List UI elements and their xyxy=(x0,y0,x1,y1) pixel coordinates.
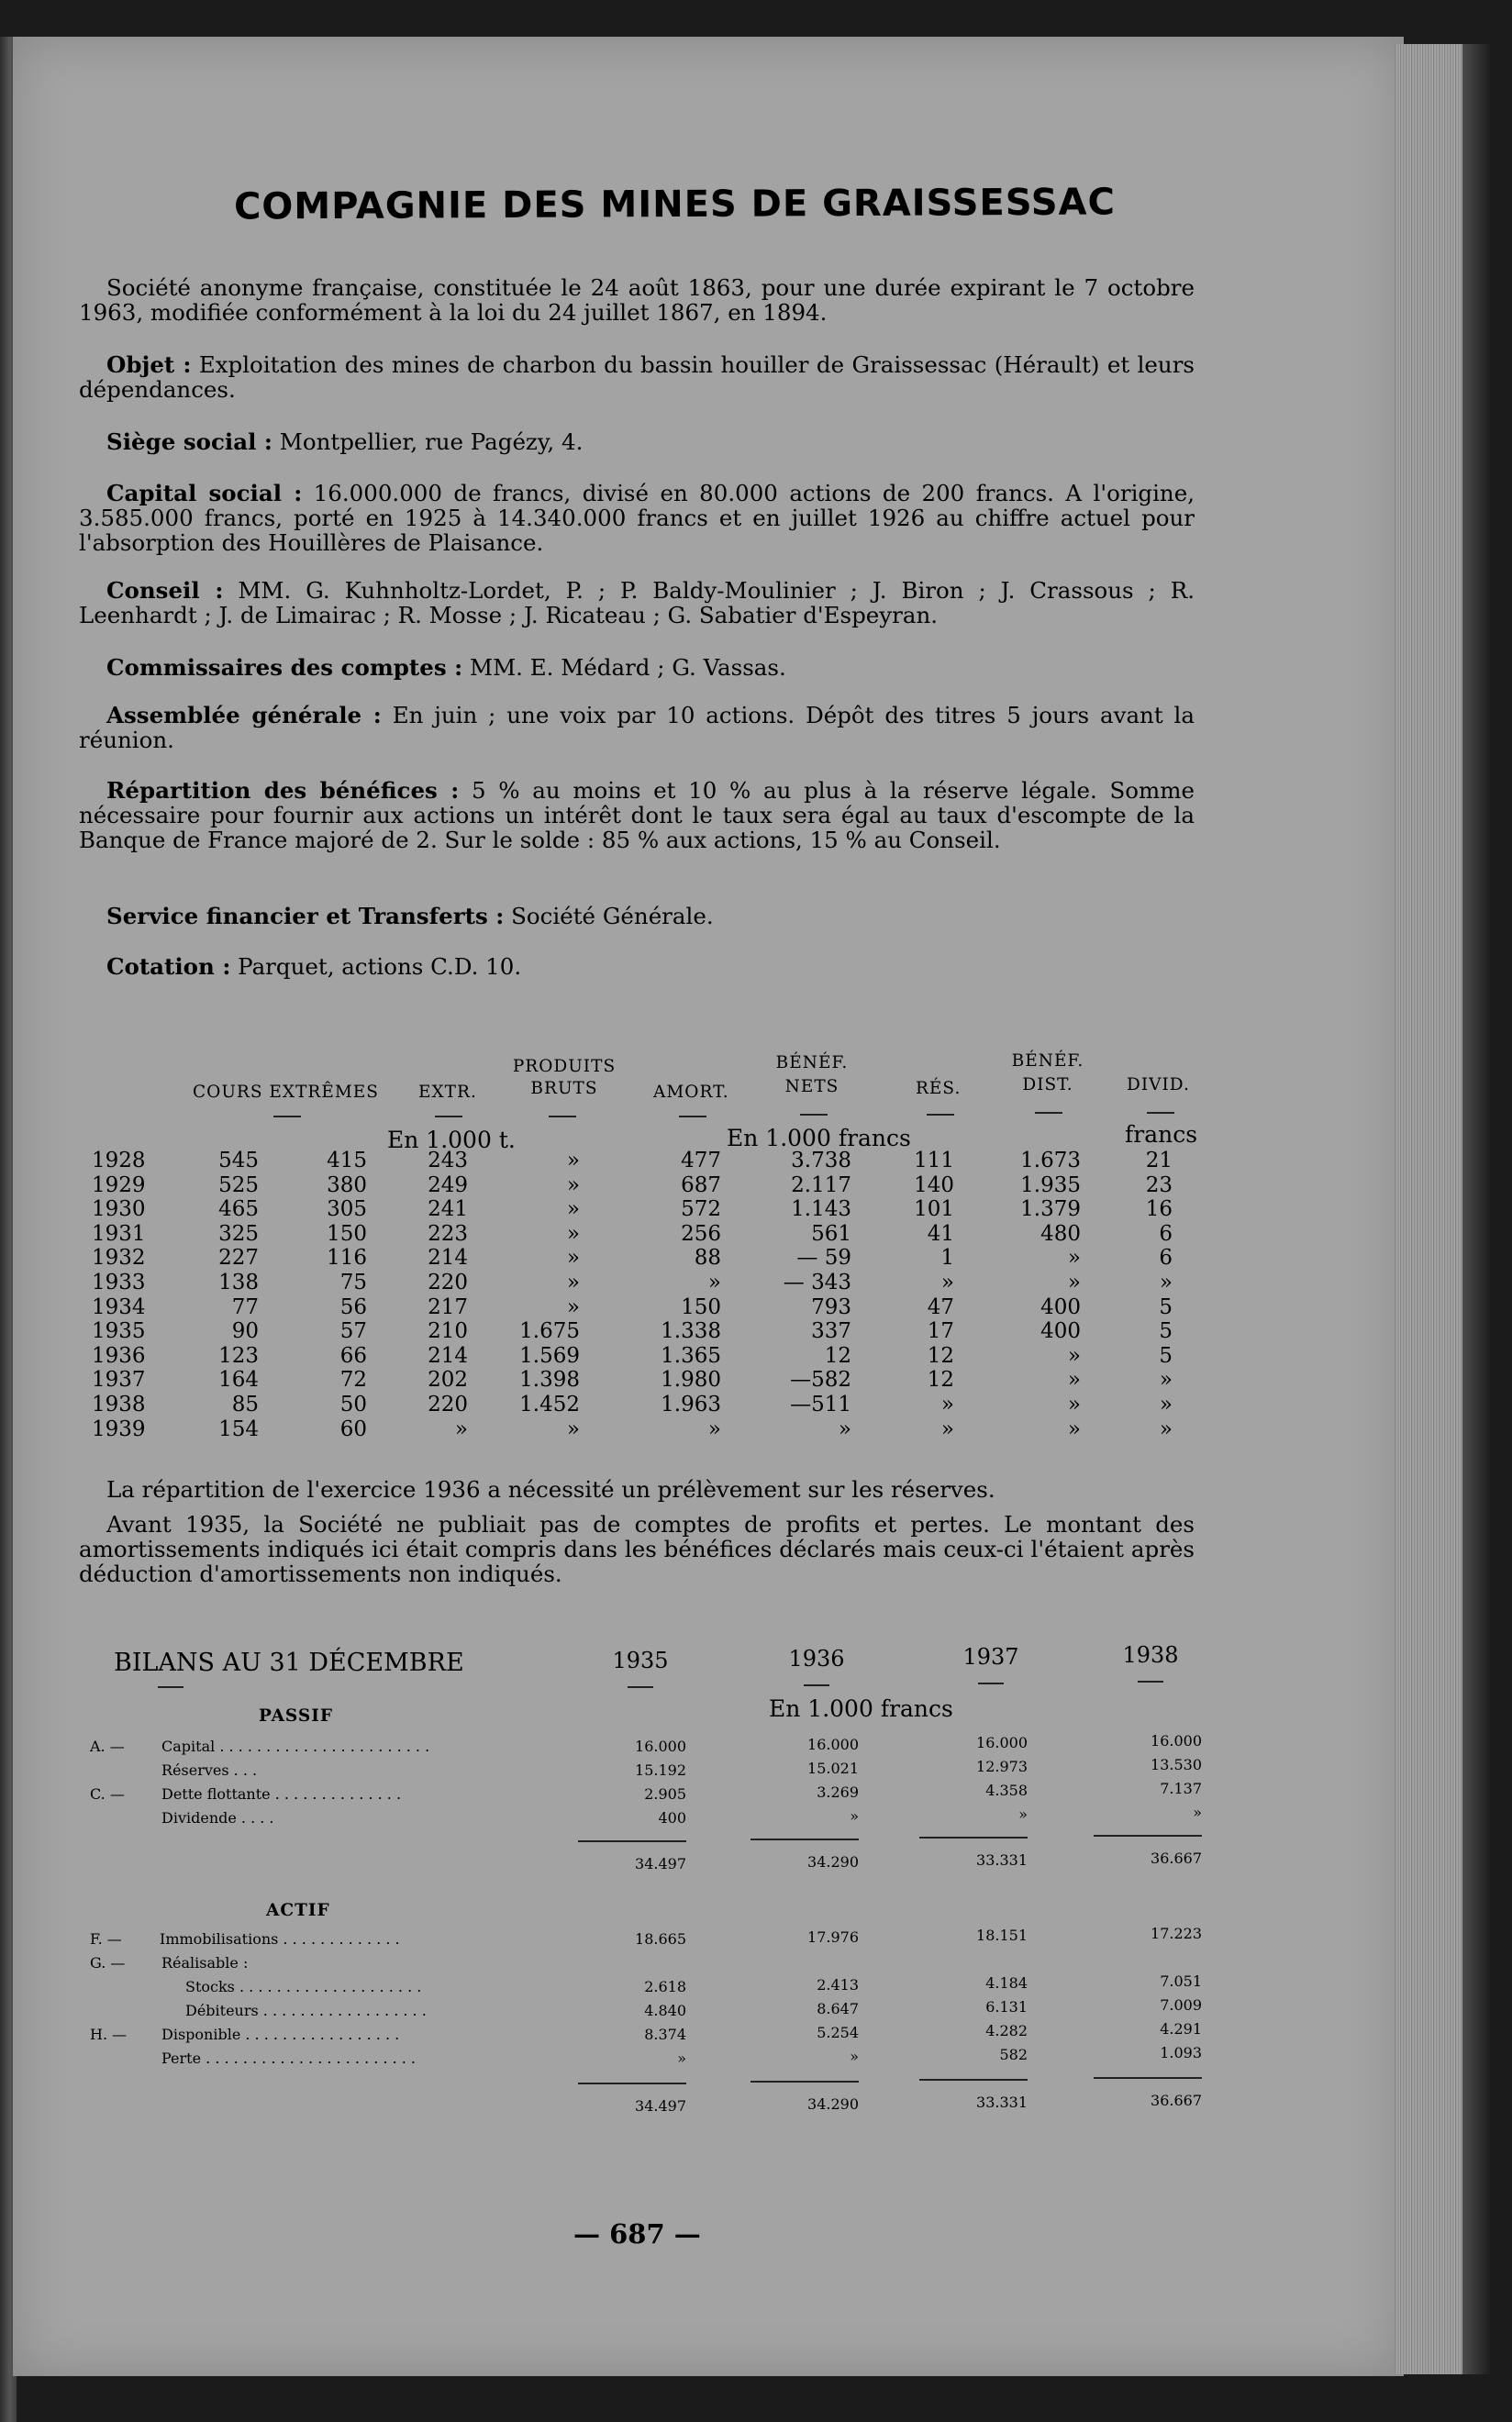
table-cell: » xyxy=(940,1271,954,1294)
bilan-value: 12.973 xyxy=(976,1758,1028,1775)
table-cell: —582 xyxy=(790,1368,851,1393)
bilan-value: 1.093 xyxy=(1160,2044,1202,2061)
table-cell: 214 xyxy=(428,1246,468,1271)
table-cell: » xyxy=(566,1417,580,1441)
table-cell: 111 xyxy=(914,1149,954,1172)
table-cell: 480 xyxy=(1040,1221,1081,1246)
paragraph-intro: Société anonyme française, constituée le 24 août 1863, pour une durée expirant le 7 octobre 1963, modifiée conformément à la loi du 24 juillet 1867, en 1894. xyxy=(79,274,1195,326)
table-cell: 150 xyxy=(327,1221,367,1246)
table-cell: 41 xyxy=(927,1221,954,1246)
bilan-total: 33.331 xyxy=(976,1851,1028,1869)
table-cell: 23 xyxy=(1145,1172,1173,1197)
actif-heading: ACTIF xyxy=(266,1901,330,1920)
table-cell: » xyxy=(1067,1271,1081,1294)
header-cours: COURS EXTRÊMES xyxy=(193,1083,379,1102)
leader-dots: . . . . . . . . . . . . . . xyxy=(270,1785,402,1803)
bilan-row-label: Perte . . . . . . . . . . . . . . . . . . . . . . . xyxy=(161,2050,417,2067)
header-produits-1: PRODUITS xyxy=(512,1057,617,1076)
bilan-row-letter: F. — xyxy=(90,1930,122,1948)
table-cell: » xyxy=(940,1393,954,1417)
table-cell: 415 xyxy=(327,1149,367,1172)
bilan-value: 18.665 xyxy=(635,1930,686,1948)
table-cell: » xyxy=(1159,1393,1173,1417)
bilan-total: 36.667 xyxy=(1151,2092,1202,2109)
header-amort: AMORT. xyxy=(653,1083,729,1102)
header-rule xyxy=(273,1116,301,1117)
header-dist: DIST. xyxy=(1022,1075,1073,1094)
table-cell: 220 xyxy=(428,1271,468,1294)
table-cell: 140 xyxy=(914,1172,954,1197)
bilan-value: 8.374 xyxy=(644,2026,686,2043)
leader-dots: . . . . xyxy=(236,1809,274,1827)
table-cell: 687 xyxy=(681,1172,721,1197)
label-capital: Capital social : xyxy=(106,480,303,506)
table-cell: 47 xyxy=(927,1294,954,1319)
bilan-total: 36.667 xyxy=(1151,1850,1202,1867)
bilan-value: 2.413 xyxy=(817,1976,859,1994)
label-objet: Objet : xyxy=(106,351,192,378)
table-cell: 1.935 xyxy=(1020,1172,1081,1197)
table-cell: 561 xyxy=(811,1221,851,1246)
bilan-row-letter: C. — xyxy=(90,1785,125,1803)
table-cell: 337 xyxy=(811,1319,851,1344)
table-cell: 2.117 xyxy=(791,1172,851,1197)
table-cell: 150 xyxy=(681,1294,721,1319)
row-year: 1930 xyxy=(92,1197,146,1222)
table-cell: 1.980 xyxy=(661,1368,721,1393)
bilan-value: 2.905 xyxy=(644,1785,686,1803)
table-cell: 477 xyxy=(681,1149,721,1172)
page-number: — 687 — xyxy=(573,2218,701,2250)
table-cell: 220 xyxy=(428,1393,468,1417)
table-cell: 305 xyxy=(327,1197,367,1222)
bilan-value: 400 xyxy=(658,1809,686,1827)
bilans-title-rule xyxy=(158,1686,183,1688)
table-cell: 241 xyxy=(428,1197,468,1222)
table-cell: 66 xyxy=(339,1343,367,1368)
row-year: 1935 xyxy=(92,1319,146,1344)
passif-heading: PASSIF xyxy=(259,1706,334,1726)
paragraph-capital: Capital social : 16.000.000 de francs, divisé en 80.000 actions de 200 francs. A l'origine, 3.585.000 francs, porté en 1925 à 14.340.000 francs et en juillet 1926 au chiffre actuel pour l'absorption des Houillères de Plaisance. xyxy=(79,480,1195,556)
table-cell: 164 xyxy=(218,1368,259,1393)
table-cell: 56 xyxy=(339,1294,367,1319)
header-nets: NETS xyxy=(784,1077,839,1096)
bilan-row-letter: G. — xyxy=(90,1954,126,1972)
row-year: 1938 xyxy=(92,1393,146,1417)
bilan-value: » xyxy=(1018,1805,1028,1823)
bilan-total: 34.497 xyxy=(635,1855,686,1872)
bilan-value: 15.192 xyxy=(635,1761,686,1779)
bilan-total: 34.497 xyxy=(635,2097,686,2115)
bilan-value: » xyxy=(850,2048,859,2065)
table-cell: » xyxy=(1159,1368,1173,1393)
paragraph-objet: Objet : Exploitation des mines de charbon du bassin houiller de Graissessac (Hérault) et leurs dépendances. xyxy=(79,351,1195,403)
table-cell: 227 xyxy=(218,1246,259,1271)
bilan-value: 4.840 xyxy=(644,2002,686,2019)
table-cell: — 343 xyxy=(783,1271,851,1294)
table-cell: 85 xyxy=(231,1393,259,1417)
table-cell: 116 xyxy=(327,1246,367,1271)
table-cell: 5 xyxy=(1159,1294,1173,1319)
table-cell: » xyxy=(566,1149,580,1172)
paragraph-repartition: Répartition des bénéfices : 5 % au moins et 10 % au plus à la réserve légale. Somme nécessaire pour fournir aux actions un intérêt dont le taux sera égal au taux d'escompte de la Banque de France majoré de 2. Sur le solde : 85 % aux actions, 15 % au Conseil. xyxy=(79,777,1195,853)
bilan-year-rule xyxy=(1138,1681,1163,1683)
table-cell: 465 xyxy=(218,1197,259,1222)
bilan-value: 8.647 xyxy=(817,2000,859,2017)
table-cell: 5 xyxy=(1159,1343,1173,1368)
bilan-row-label: Disponible . . . . . . . . . . . . . . . . . xyxy=(161,2026,400,2043)
bilan-value: 17.976 xyxy=(807,1928,859,1946)
label-siege: Siège social : xyxy=(106,428,272,455)
header-rule xyxy=(1035,1112,1062,1114)
row-year: 1933 xyxy=(92,1271,146,1294)
leader-dots: . . . . . . . . . . . . . . . . . . . . . . . xyxy=(215,1738,430,1755)
leader-dots: . . . . . . . . . . . . . . . . . . . . . . . xyxy=(201,2050,417,2067)
paragraph-conseil: Conseil : MM. G. Kuhnholtz-Lordet, P. ; P. Baldy-Moulinier ; J. Biron ; J. Crassous ; R. Leenhardt ; J. de Limairac ; R. Mosse ; J. Ricateau ; G. Sabatier d'Espeyran. xyxy=(79,577,1195,628)
unit-1000t: En 1.000 t. xyxy=(387,1127,516,1153)
total-rule xyxy=(1094,2077,1202,2079)
table-cell: » xyxy=(1159,1271,1173,1294)
bilan-row-label: Capital . . . . . . . . . . . . . . . . . . . . . . . xyxy=(161,1738,430,1755)
table-cell: » xyxy=(566,1271,580,1294)
bilan-value: 4.358 xyxy=(985,1782,1028,1799)
total-rule xyxy=(919,1837,1028,1839)
bilan-row-letter: A. — xyxy=(90,1738,125,1755)
table-cell: » xyxy=(1159,1417,1173,1441)
bilan-value: 16.000 xyxy=(1151,1732,1202,1750)
bilan-year-rule xyxy=(804,1684,829,1686)
header-rule xyxy=(679,1116,706,1117)
bilan-value: 13.530 xyxy=(1151,1756,1202,1773)
row-year: 1934 xyxy=(92,1294,146,1319)
table-cell: 214 xyxy=(428,1343,468,1368)
table-cell: » xyxy=(1067,1246,1081,1271)
table-cell: 217 xyxy=(428,1294,468,1319)
header-extr: EXTR. xyxy=(418,1083,477,1102)
table-cell: » xyxy=(566,1246,580,1271)
total-rule xyxy=(919,2079,1028,2081)
table-cell: » xyxy=(1067,1343,1081,1368)
total-rule xyxy=(750,2081,859,2083)
header-rule xyxy=(435,1116,462,1117)
table-cell: 525 xyxy=(218,1172,259,1197)
book-edge-shadow xyxy=(1462,44,1490,2374)
table-cell: 1.673 xyxy=(1020,1149,1081,1172)
table-cell: 123 xyxy=(218,1343,259,1368)
paragraph-commissaires: Commissaires des comptes : MM. E. Médard ; G. Vassas. xyxy=(106,654,786,681)
bilan-value: 2.618 xyxy=(644,1978,686,1995)
header-divid: DIVID. xyxy=(1127,1075,1190,1094)
bilan-row-label: Réalisable : xyxy=(161,1954,249,1972)
bilan-year: 1935 xyxy=(612,1648,669,1673)
table-cell: » xyxy=(566,1197,580,1222)
table-cell: » xyxy=(566,1221,580,1246)
bilan-value: 18.151 xyxy=(976,1927,1028,1944)
header-rule xyxy=(800,1114,828,1116)
page-title: COMPAGNIE DES MINES DE GRAISSESSAC xyxy=(233,181,1117,228)
row-year: 1932 xyxy=(92,1246,146,1271)
bilan-row-label: Débiteurs . . . . . . . . . . . . . . . . . . xyxy=(185,2002,427,2019)
table-cell: » xyxy=(1067,1417,1081,1441)
total-rule xyxy=(1094,1835,1202,1837)
paragraph-siege: Siège social : Montpellier, rue Pagézy, 4. xyxy=(106,428,584,455)
leader-dots: . . . xyxy=(228,1761,258,1779)
table-cell: 72 xyxy=(339,1368,367,1393)
paragraph-cotation: Cotation : Parquet, actions C.D. 10. xyxy=(106,953,522,980)
header-produits-2: BRUTS xyxy=(530,1079,598,1098)
total-rule xyxy=(578,2083,686,2084)
bilan-value: 582 xyxy=(999,2046,1028,2063)
table-cell: 17 xyxy=(927,1319,954,1344)
paragraph-assemblee: Assemblée générale : En juin ; une voix par 10 actions. Dépôt des titres 5 jours avant la réunion. xyxy=(79,702,1195,753)
bilan-row-label: Réserves . . . xyxy=(161,1761,258,1779)
table-cell: 50 xyxy=(339,1393,367,1417)
table-cell: » xyxy=(566,1172,580,1197)
label-commissaires: Commissaires des comptes : xyxy=(106,654,463,681)
table-cell: — 59 xyxy=(796,1246,851,1271)
table-cell: 1.379 xyxy=(1020,1197,1081,1222)
table-cell: 793 xyxy=(811,1294,851,1319)
header-res: RÉS. xyxy=(916,1079,962,1098)
table-cell: 1.338 xyxy=(661,1319,721,1344)
table-cell: 101 xyxy=(914,1197,954,1222)
table-cell: 16 xyxy=(1145,1197,1173,1222)
bilan-total: 34.290 xyxy=(807,1853,859,1871)
table-cell: 138 xyxy=(218,1271,259,1294)
table-cell: » xyxy=(707,1417,721,1441)
table-cell: 5 xyxy=(1159,1319,1173,1344)
table-cell: » xyxy=(1067,1368,1081,1393)
label-service: Service financier et Transferts : xyxy=(106,903,505,929)
row-year: 1931 xyxy=(92,1221,146,1246)
table-cell: » xyxy=(838,1417,851,1441)
bilan-value: 16.000 xyxy=(807,1736,859,1753)
total-rule xyxy=(750,1839,859,1840)
label-assemblee: Assemblée générale : xyxy=(106,702,382,728)
bilan-value: 5.254 xyxy=(817,2024,859,2041)
table-cell: 210 xyxy=(428,1319,468,1344)
bilan-row-letter: H. — xyxy=(90,2026,128,2043)
bilan-year: 1937 xyxy=(962,1644,1019,1670)
bilans-title: BILANS AU 31 DÉCEMBRE xyxy=(114,1649,464,1677)
label-repartition: Répartition des bénéfices : xyxy=(106,777,460,804)
table-cell: » xyxy=(566,1294,580,1319)
table-cell: 400 xyxy=(1040,1294,1081,1319)
leader-dots: . . . . . . . . . . . . . xyxy=(278,1930,400,1948)
label-conseil: Conseil : xyxy=(106,577,224,604)
table-cell: 57 xyxy=(339,1319,367,1344)
bilan-row-label: Stocks . . . . . . . . . . . . . . . . . . . . xyxy=(185,1978,422,1995)
bilan-value: 3.269 xyxy=(817,1783,859,1801)
bilan-value: » xyxy=(850,1807,859,1825)
row-year: 1937 xyxy=(92,1368,146,1393)
table-cell: 6 xyxy=(1159,1221,1173,1246)
bilan-value: 7.137 xyxy=(1160,1780,1202,1797)
table-cell: » xyxy=(940,1417,954,1441)
bilan-value: 4.282 xyxy=(985,2022,1028,2039)
table-cell: 256 xyxy=(681,1221,721,1246)
total-rule xyxy=(578,1840,686,1842)
table-cell: 12 xyxy=(927,1343,954,1368)
table-cell: 90 xyxy=(231,1319,259,1344)
table-cell: 249 xyxy=(428,1172,468,1197)
note-1936: La répartition de l'exercice 1936 a nécessité un prélèvement sur les réserves. xyxy=(106,1476,995,1503)
bilan-year-rule xyxy=(978,1683,1004,1684)
header-rule xyxy=(927,1114,954,1116)
bilans-unit: En 1.000 francs xyxy=(769,1695,953,1722)
header-rule xyxy=(1147,1112,1174,1114)
table-cell: 1.452 xyxy=(519,1393,580,1417)
bilan-value: 4.184 xyxy=(985,1974,1028,1992)
table-cell: 21 xyxy=(1145,1149,1173,1172)
unit-1000-francs: En 1.000 francs xyxy=(727,1125,911,1151)
table-cell: 1.143 xyxy=(791,1197,851,1222)
leader-dots: . . . . . . . . . . . . . . . . . . xyxy=(258,2002,427,2019)
table-cell: 77 xyxy=(231,1294,259,1319)
leader-dots: . . . . . . . . . . . . . . . . . xyxy=(240,2026,400,2043)
bilan-row-label: Immobilisations . . . . . . . . . . . . . xyxy=(160,1930,400,1948)
bilan-value: 17.223 xyxy=(1151,1925,1202,1942)
table-cell: 154 xyxy=(218,1417,259,1441)
header-benef-dist-1: BÉNÉF. xyxy=(1011,1051,1084,1071)
bilan-year-rule xyxy=(628,1686,653,1688)
bilan-value: 16.000 xyxy=(976,1734,1028,1751)
table-cell: 1.365 xyxy=(661,1343,721,1368)
bilan-value: » xyxy=(1193,1804,1202,1821)
row-year: 1936 xyxy=(92,1343,146,1368)
bilan-value: 4.291 xyxy=(1160,2020,1202,2038)
table-cell: » xyxy=(454,1417,468,1441)
table-cell: 400 xyxy=(1040,1319,1081,1344)
bilan-value: 16.000 xyxy=(635,1738,686,1755)
table-cell: 3.738 xyxy=(791,1149,851,1172)
row-year: 1929 xyxy=(92,1172,146,1197)
table-cell: 1.963 xyxy=(661,1393,721,1417)
table-cell: 1.675 xyxy=(519,1319,580,1344)
bilan-value: 7.051 xyxy=(1160,1972,1202,1990)
table-cell: 223 xyxy=(428,1221,468,1246)
bilan-total: 33.331 xyxy=(976,2094,1028,2111)
table-cell: 12 xyxy=(824,1343,851,1368)
paragraph-service: Service financier et Transferts : Société Générale. xyxy=(106,903,714,929)
bilan-total: 34.290 xyxy=(807,2095,859,2113)
header-benef-1: BÉNÉF. xyxy=(775,1053,849,1072)
bilan-value: 15.021 xyxy=(807,1760,859,1777)
row-year: 1939 xyxy=(92,1417,146,1441)
bilan-value: 6.131 xyxy=(985,1998,1028,2016)
table-cell: 545 xyxy=(218,1149,259,1172)
leader-dots: . . . . . . . . . . . . . . . . . . . . xyxy=(234,1978,422,1995)
table-cell: 572 xyxy=(681,1197,721,1222)
table-cell: 243 xyxy=(428,1149,468,1172)
row-year: 1928 xyxy=(92,1149,146,1172)
table-cell: 325 xyxy=(218,1221,259,1246)
page-edges xyxy=(1395,44,1462,2374)
table-cell: 1.569 xyxy=(519,1343,580,1368)
bilan-row-label: Dividende . . . . xyxy=(161,1809,274,1827)
table-cell: » xyxy=(707,1271,721,1294)
table-cell: 202 xyxy=(428,1368,468,1393)
label-cotation: Cotation : xyxy=(106,953,231,980)
unit-francs: francs xyxy=(1125,1121,1198,1148)
table-cell: 88 xyxy=(694,1246,721,1271)
bilan-year: 1938 xyxy=(1122,1642,1179,1668)
table-cell: 380 xyxy=(327,1172,367,1197)
bilan-value: » xyxy=(677,2050,686,2067)
bilan-year: 1936 xyxy=(788,1646,845,1672)
bilan-row-label: Dette flottante . . . . . . . . . . . . . . xyxy=(161,1785,402,1803)
bilan-value: 7.009 xyxy=(1160,1996,1202,2014)
table-cell: 60 xyxy=(339,1417,367,1441)
table-cell: 6 xyxy=(1159,1246,1173,1271)
table-cell: 12 xyxy=(927,1368,954,1393)
table-cell: 1.398 xyxy=(519,1368,580,1393)
table-cell: 1 xyxy=(940,1246,954,1271)
table-cell: » xyxy=(1067,1393,1081,1417)
table-cell: 75 xyxy=(339,1271,367,1294)
header-rule xyxy=(549,1116,576,1117)
table-cell: —511 xyxy=(790,1393,851,1417)
note-avant-1935: Avant 1935, la Société ne publiait pas de comptes de profits et pertes. Le montant des amortissements indiqués ici était compris dans les bénéfices déclarés mais ceux-ci l'étaient après déduction d'amortissements non indiqués. xyxy=(79,1511,1195,1587)
